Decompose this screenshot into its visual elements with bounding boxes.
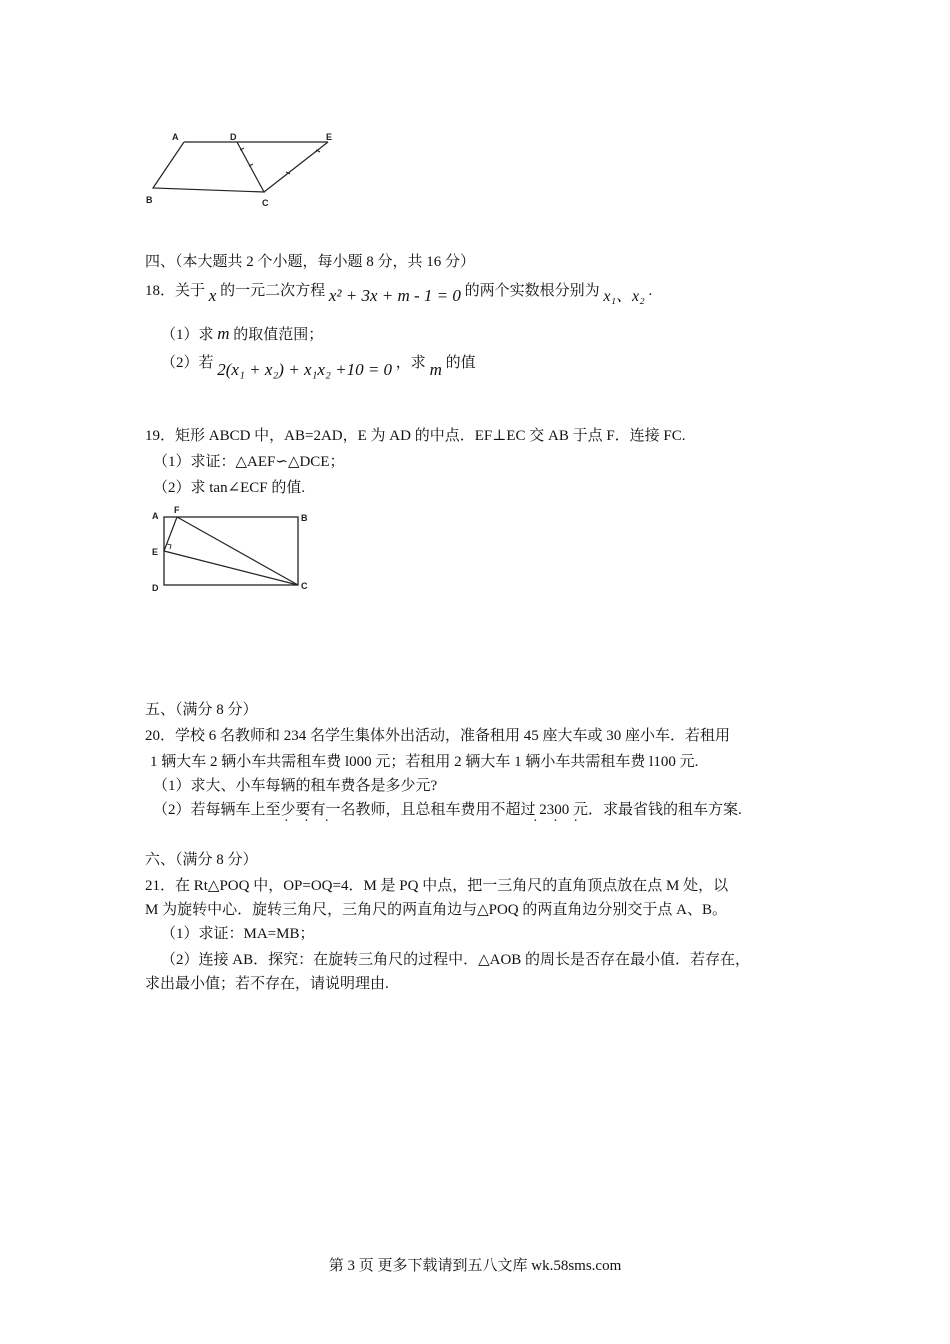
figure-2-segment-ec [164,551,298,585]
section-5-heading: 五、（满分 8 分） [145,702,258,718]
q18-roots: x₁、x₂ [603,288,645,305]
q18-suffix: 的两个实数根分别为 [464,283,600,299]
section-6-heading: 六、（满分 8 分） [145,852,258,868]
question-21-line-2: M 为旋转中心．旋转三角尺，三角尺的两直角边与△POQ 的两直角边分别交于点 A、B。 [145,902,727,918]
figure-1-label-c: C [262,198,269,208]
q18-p2-equation: 2(x₁ + x₂) + x₁x₂ +10 = 0 [217,360,393,379]
figure-1-outline [153,142,264,192]
question-18-part-1 [161,324,323,345]
figure-2-label-e: E [152,547,159,557]
figure-1-label-a: A [172,132,179,142]
figure-2-label-b: B [301,513,308,523]
q18-p2-prefix: （2）若 [161,355,214,371]
geometry-figure-2 [148,503,318,599]
q18-p2-suffix: 的值 [445,355,476,371]
question-21-line-1: 21．在 Rt△POQ 中，OP=OQ=4．M 是 PQ 中点，把一三角尺的直角顶点放在点 M 处，以 [145,878,729,894]
section-4-heading: 四、（本大题共 2 个小题，每小题 8 分，共 16 分） [145,254,476,270]
question-19-part-1: （1）求证：△AEF∽△DCE； [153,454,345,470]
q18-p1-var: m [217,324,230,343]
figure-2-label-d: D [152,583,159,593]
question-21-part-2-line-2: 求出最小值；若不存在，请说明理由. [145,976,389,992]
figure-2-right-angle-mark [167,544,171,549]
figure-2-label-f: F [174,505,180,515]
figure-2-segment-fc [177,517,298,585]
figure-2-rectangle [164,517,298,585]
q18-p2-var: m [429,360,442,379]
figure-1-label-b: B [146,195,153,205]
q18-end: . [648,283,653,299]
question-20-line-2: 1 辆大车 2 辆小车共需租车费 l000 元；若租用 2 辆大车 1 辆小车共需租车费 l100 元. [150,754,699,770]
figure-1-segment-ec [264,142,328,192]
q18-var-x: x [208,286,217,305]
question-20-part-1: （1）求大、小车每辆的租车费各是多少元? [153,778,438,794]
question-18-stem [145,280,653,305]
figure-2-label-c: C [301,581,308,591]
figure-1-label-e: E [326,132,333,142]
question-18-part-2 [161,352,476,379]
q18-prefix: 18．关于 [145,283,206,299]
question-20-line-1: 20．学校 6 名教师和 234 名学生集体外出活动，准备租用 45 座大车或 30 座小车．若租用 [145,728,731,744]
question-20-part-2: （2）若每辆车上至少要有一名教师，且总租车费用不超过 2300 元．求最省钱的租车方案. [153,802,742,818]
question-21-part-1: （1）求证：MA=MB； [161,926,315,942]
q18-equation: x² + 3x + m - 1 = 0 [328,286,461,305]
emphasis-dots-2: · · · [533,814,584,829]
figure-1-label-d: D [230,132,237,142]
question-21-part-2-line-1: （2）连接 AB．探究：在旋转三角尺的过程中．△AOB 的周长是否存在最小值．若存在， [161,952,751,968]
q18-p2-mid: ，求 [395,355,426,371]
figure-2-label-a: A [152,511,159,521]
question-19-stem: 19．矩形 ABCD 中，AB=2AD，E 为 AD 的中点．EF⊥EC 交 AB 于点 F．连接 FC. [145,428,686,444]
q18-mid: 的一元二次方程 [220,283,326,299]
q18-p1-suffix: 的取值范围； [233,327,324,343]
geometry-figure-1 [140,128,340,210]
question-19-part-2: （2）求 tan∠ECF 的值. [153,480,306,496]
page-footer: 第 3 页 更多下载请到五八文库 wk.58sms.com [328,1258,622,1274]
q18-p1-prefix: （1）求 [161,327,214,343]
emphasis-dots-1: · · · [284,814,335,829]
